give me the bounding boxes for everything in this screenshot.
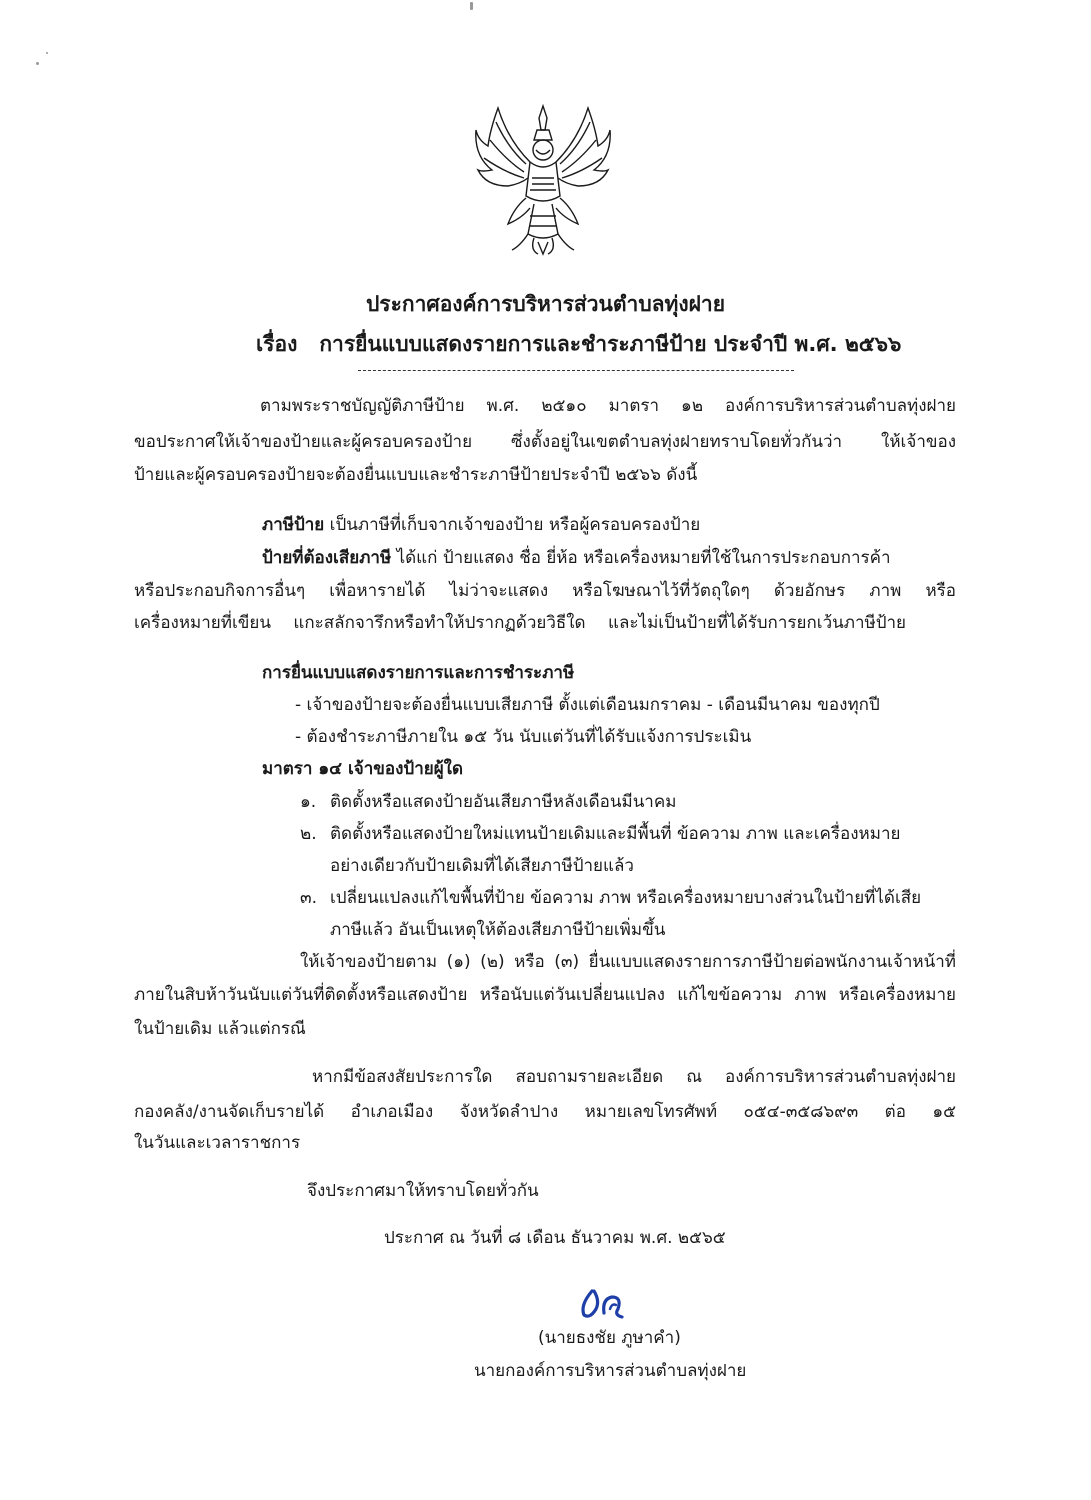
intro-line-2: ขอประกาศให้เจ้าของป้ายและผู้ครอบครองป้าย ซึ่งตั้งอยู่ในเขตตำบลทุ่งฝายทราบโดยทั่วกันว่า ให้เจ้าของ [134,432,956,452]
section-14-item-3-cont: ภาษีแล้ว อันเป็นเหตุให้ต้องเสียภาษีป้ายเพิ่มขึ้น [330,920,666,940]
section-14-item-2-cont: อย่างเดียวกับป้ายเดิมที่ได้เสียภาษีป้ายแล้ว [330,856,634,876]
intro-line-3: ป้ายและผู้ครอบครองป้ายจะต้องยื่นแบบและชำระภาษีป้ายประจำปี ๒๕๖๖ ดังนี้ [134,465,698,485]
tax-term: ภาษีป้าย [262,515,325,535]
subject-label: เรื่อง [256,332,298,356]
section-14-heading: มาตรา ๑๔ เจ้าของป้ายผู้ใด [262,759,464,779]
section-14-item-2 [300,823,956,845]
tax-definition [262,514,700,536]
section-14-para-3: ในป้ายเดิม แล้วแต่กรณี [134,1019,306,1039]
announcement-date: ประกาศ ณ วันที่ ๘ เดือน ธันวาคม พ.ศ. ๒๕๖๕ [384,1228,726,1248]
item-number: ๑. [300,792,317,812]
announcement-subject [256,328,901,361]
contact-line-2: กองคลัง/งานจัดเก็บรายได้ อำเภอเมือง จังหวัดลำปาง หมายเลขโทรศัพท์ ๐๕๔-๓๕๘๖๙๓ ต่อ ๑๕ [134,1102,956,1122]
item-number: ๒. [300,824,317,844]
dashed-divider [358,370,794,371]
closing-notice: จึงประกาศมาให้ทราบโดยทั่วกัน [307,1181,539,1201]
filing-item-1: - เจ้าของป้ายจะต้องยื่นแบบเสียภาษี ตั้งแต่เดือนมกราคม - เดือนมีนาคม ของทุกปี [295,695,880,715]
signature-mark [576,1287,628,1321]
taxable-sign-term: ป้ายที่ต้องเสียภาษี [262,548,392,568]
contact-line-3: ในวันและเวลาราชการ [134,1133,301,1153]
section-14-item-3 [300,887,956,909]
scan-speck [46,52,48,54]
section-14-para-2: ภายในสิบห้าวันนับแต่วันที่ติดตั้งหรือแสดงป้าย หรือนับแต่วันเปลี่ยนแปลง แก้ไขข้อความ ภาพ หรือเครื่องหมาย [134,985,956,1005]
scan-speck [470,2,473,10]
announcement-title: ประกาศองค์การบริหารส่วนตำบลทุ่งฝาย [365,292,726,316]
signer-name: (นายธงชัย ภูษาคำ) [538,1328,681,1348]
section-14-para-1: ให้เจ้าของป้ายตาม (๑) (๒) หรือ (๓) ยื่นแบบแสดงรายการภาษีป้ายต่อพนักงานเจ้าหน้าที่ [300,952,956,972]
item-text: ติดตั้งหรือแสดงป้ายอันเสียภาษีหลังเดือนมีนาคม [330,792,677,812]
intro-line-1: ตามพระราชบัญญัติภาษีป้าย พ.ศ. ๒๕๑๐ มาตรา ๑๒ องค์การบริหารส่วนตำบลทุ่งฝาย [260,396,956,416]
taxable-sign-definition-1: ได้แก่ ป้ายแสดง ชื่อ ยี่ห้อ หรือเครื่องหมายที่ใช้ในการประกอบการค้า [396,548,891,568]
item-text: เปลี่ยนแปลงแก้ไขพื้นที่ป้าย ข้อความ ภาพ หรือเครื่องหมายบางส่วนในป้ายที่ได้เสีย [330,888,922,908]
item-number: ๓. [300,888,318,908]
garuda-emblem-icon [468,100,618,258]
tax-term-definition: เป็นภาษีที่เก็บจากเจ้าของป้าย หรือผู้ครอบครองป้าย [329,515,701,535]
filing-heading: การยื่นแบบแสดงรายการและการชำระภาษี [262,663,575,683]
taxable-sign-definition [262,547,891,569]
signer-title: นายกองค์การบริหารส่วนตำบลทุ่งฝาย [474,1361,747,1381]
section-14-item-1 [300,791,676,813]
taxable-sign-definition-2: หรือประกอบกิจการอื่นๆ เพื่อหารายได้ ไม่ว่าจะแสดง หรือโฆษณาไว้ที่วัตถุใดๆ ด้วยอักษร ภาพ หรือ [134,581,956,601]
filing-item-2: - ต้องชำระภาษีภายใน ๑๕ วัน นับแต่วันที่ได้รับแจ้งการประเมิน [295,727,752,747]
taxable-sign-definition-3: เครื่องหมายที่เขียน แกะสลักจารึกหรือทำให้ปรากฏด้วยวิธีใด และไม่เป็นป้ายที่ได้รับการยกเว้นภาษีป้าย [134,613,906,633]
item-text: ติดตั้งหรือแสดงป้ายใหม่แทนป้ายเดิมและมีพื้นที่ ข้อความ ภาพ และเครื่องหมาย [330,824,901,844]
subject-text: การยื่นแบบแสดงรายการและชำระภาษีป้าย ประจำปี พ.ศ. ๒๕๖๖ [319,332,902,356]
contact-line-1: หากมีข้อสงสัยประการใด สอบถามรายละเอียด ณ องค์การบริหารส่วนตำบลทุ่งฝาย [312,1067,956,1087]
scan-speck [36,62,39,65]
